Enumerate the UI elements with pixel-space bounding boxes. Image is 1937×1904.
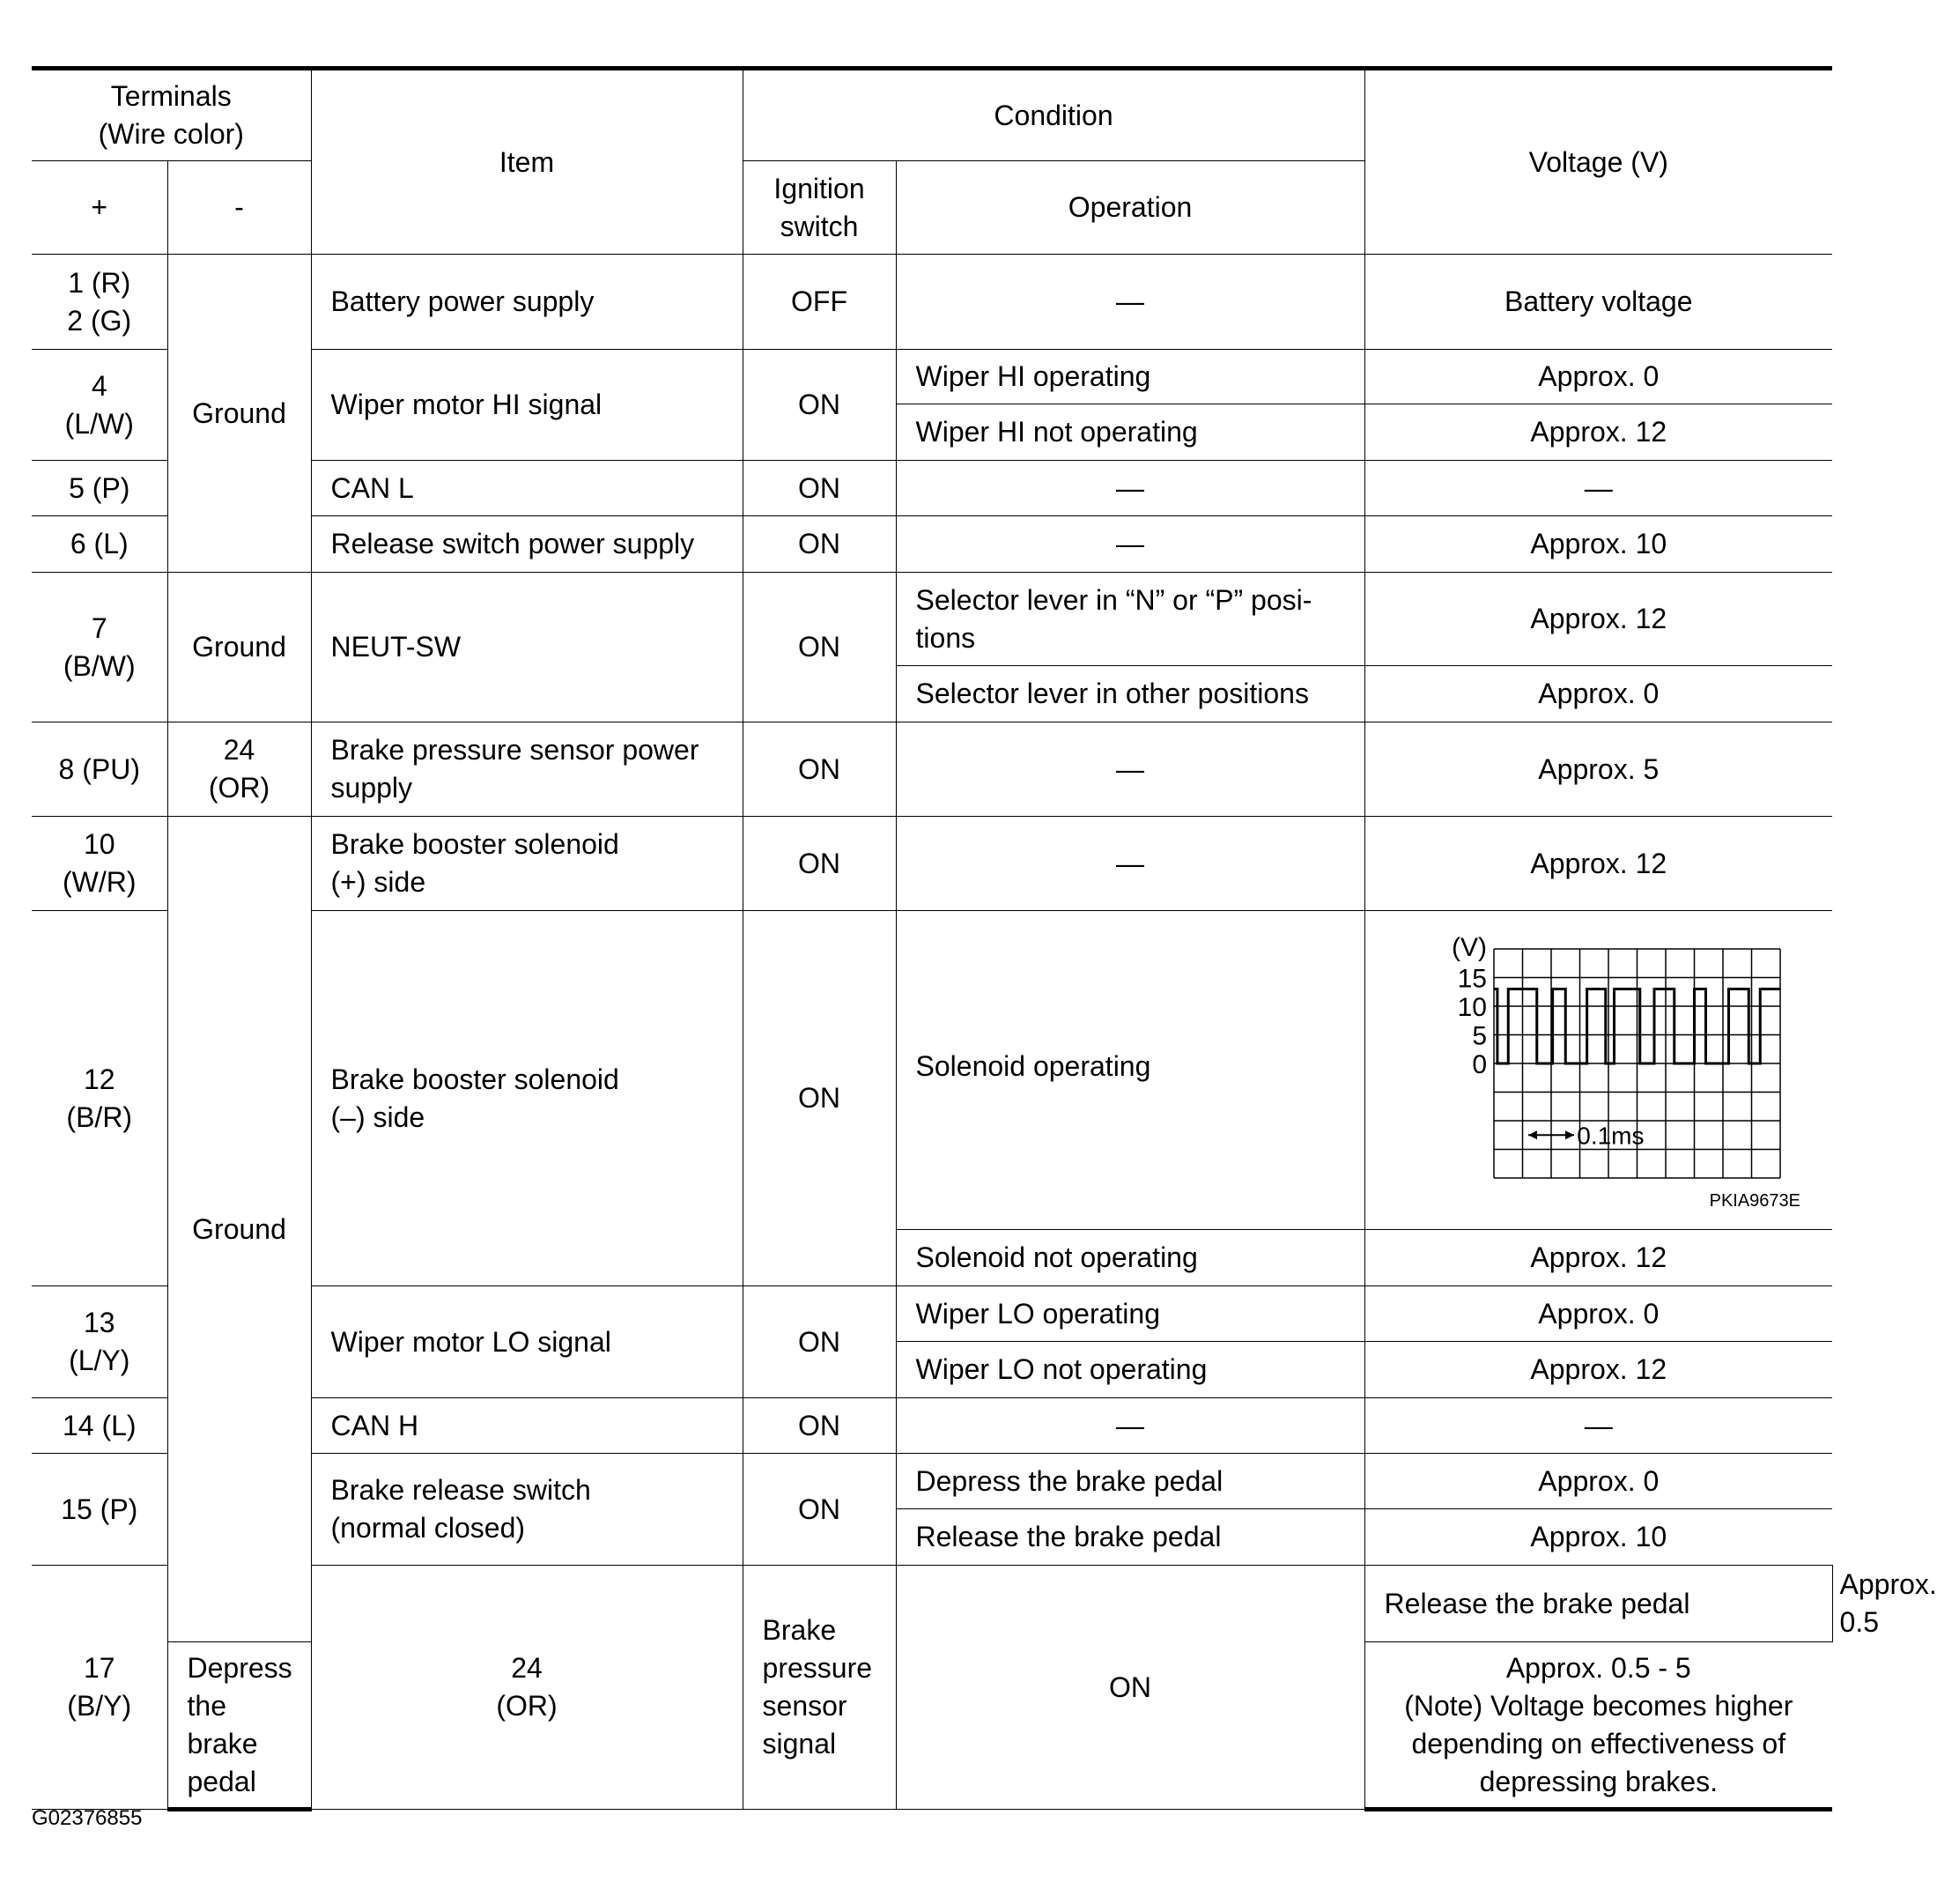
item-cell: Wiper motor HI signal <box>311 350 743 461</box>
voltage-cell: Battery voltage <box>1364 255 1832 350</box>
operation-cell: — <box>896 1398 1364 1454</box>
item-cell: Battery power supply <box>311 255 743 350</box>
terminal-cell: 14 (L) <box>32 1398 167 1454</box>
terminal-cell: 5 (P) <box>32 461 167 516</box>
ignition-cell: ON <box>743 1286 896 1398</box>
ground-cell: Ground <box>167 817 311 1642</box>
waveform-cell <box>1364 911 1832 1230</box>
ignition-cell: ON <box>743 516 896 573</box>
item-cell: Brake pressure sensor signal <box>743 1566 896 1810</box>
voltage-cell: Approx. 5 <box>1364 722 1832 817</box>
voltage-cell: Approx. 10 <box>1364 1509 1832 1566</box>
operation-cell: Solenoid not operating <box>896 1230 1364 1286</box>
voltage-cell: Approx. 12 <box>1364 817 1832 911</box>
terminal-cell: 6 (L) <box>32 516 167 573</box>
y-tick-label: 15 <box>1457 964 1487 994</box>
ignition-cell: ON <box>743 722 896 817</box>
ignition-cell: ON <box>743 461 896 516</box>
y-tick-label: 5 <box>1471 1021 1487 1051</box>
operation-cell: Solenoid operating <box>896 911 1364 1230</box>
voltage-cell: Approx. 10 <box>1364 516 1832 573</box>
operation-cell: Wiper HI not operating <box>896 404 1364 461</box>
voltage-cell: — <box>1364 461 1832 516</box>
ground-cell: Ground <box>167 573 311 722</box>
operation-cell: Depress the brake pedal <box>896 1454 1364 1509</box>
operation-cell: Wiper HI operating <box>896 350 1364 404</box>
terminal-cell: 1 (R) 2 (G) <box>32 255 167 350</box>
terminal-cell: 8 (PU) <box>32 722 167 817</box>
minus-terminal-cell: 24 (OR) <box>311 1566 743 1810</box>
voltage-cell: Approx. 0 <box>1364 666 1832 722</box>
terminal-cell: 17 (B/Y) <box>32 1566 167 1810</box>
ignition-cell: ON <box>743 1398 896 1454</box>
terminal-cell: 12 (B/R) <box>32 911 167 1286</box>
item-cell: CAN L <box>311 461 743 516</box>
operation-cell: — <box>896 817 1364 911</box>
voltage-note-cell: Approx. 0.5 - 5 (Note) Voltage becomes higher depending on effectiveness of depressing brakes. <box>1364 1642 1832 1810</box>
voltage-header: Voltage (V) <box>1364 69 1832 255</box>
terminal-cell: 15 (P) <box>32 1454 167 1566</box>
operation-cell: Selector lever in “N” or “P” posi- tions <box>896 573 1364 666</box>
terminal-voltage-table: Terminals (Wire color) Item Condition Voltage (V) + - Ignition switch Operation 1 (R) 2 (G) Ground Battery power supply OFF — Battery voltage 4 (L/W) Wiper motor HI signal ON Wiper HI operating Approx. 0 Wiper HI not operating Approx. 12 5 (P) CAN L ON — — 6 (L) Release switch power supply ON — Approx. 10 7 (B/W) Ground NEUT-SW ON Selector lever in “N” or “P” posi- tions Approx. 12 Selector lever in other positions Approx. 0 8 (PU) 24 (OR) Brake pressure sensor power supply ON — Approx. 5 10 (W/R) Ground Brake booster solenoid (+) side ON — Approx. 12 12 (B/R) Brake booster solenoid (–) side ON Solenoid operating (V) 15 10 5 0 0.1ms PKIA9673E Solenoid not operating Approx. 12 13 (L/Y) Wiper motor LO signal ON Wiper LO operating Approx. 0 Wiper LO not operating Approx. 12 14 (L) CAN H ON — — 15 (P) Brake release switch (normal closed) ON Depress the brake pedal Approx. 0 Release the brake pedal Approx. 10 17 (B/Y) 24 (OR) Brake pressure sensor signal ON Release the brake pedal Approx. 0.5 Depress the brake pedal Approx. 0.5 - 5 (Note) Voltage becomes higher depending on effectiveness of depressing brakes. <box>32 66 1832 1811</box>
operation-cell: Release the brake pedal <box>1364 1566 1832 1642</box>
y-axis-label: (V) <box>1451 933 1487 962</box>
plus-header: + <box>32 161 167 255</box>
voltage-cell: — <box>1364 1398 1832 1454</box>
minus-terminal-cell: 24 (OR) <box>167 722 311 817</box>
voltage-cell: Approx. 0 <box>1364 350 1832 404</box>
operation-cell: Wiper LO operating <box>896 1286 1364 1342</box>
item-cell: Brake pressure sensor power supply <box>311 722 743 817</box>
voltage-cell: Approx. 0 <box>1364 1454 1832 1509</box>
item-cell: NEUT-SW <box>311 573 743 722</box>
operation-cell: — <box>896 722 1364 817</box>
ignition-cell: ON <box>743 350 896 461</box>
item-cell: Release switch power supply <box>311 516 743 573</box>
operation-cell: Wiper LO not operating <box>896 1342 1364 1398</box>
time-scale-label: 0.1ms <box>1576 1122 1645 1150</box>
item-cell: Brake booster solenoid (–) side <box>311 911 743 1286</box>
item-cell: CAN H <box>311 1398 743 1454</box>
terminals-header: Terminals (Wire color) <box>32 69 311 161</box>
arrow-head-left <box>1528 1130 1537 1139</box>
ignition-cell: ON <box>743 573 896 722</box>
condition-header: Condition <box>743 69 1364 161</box>
operation-header: Operation <box>896 161 1364 255</box>
voltage-cell: Approx. 0 <box>1364 1286 1832 1342</box>
ignition-cell: OFF <box>743 255 896 350</box>
y-tick-label: 10 <box>1457 993 1487 1022</box>
ground-cell: Ground <box>167 255 311 573</box>
terminal-cell: 10 (W/R) <box>32 817 167 911</box>
ignition-cell: ON <box>743 817 896 911</box>
item-cell: Brake release switch (normal closed) <box>311 1454 743 1566</box>
ignition-cell: ON <box>896 1566 1364 1810</box>
waveform-chart <box>1441 933 1776 1187</box>
operation-cell: — <box>896 255 1364 350</box>
operation-cell: Selector lever in other positions <box>896 666 1364 722</box>
voltage-cell: Approx. 12 <box>1364 404 1832 461</box>
operation-cell: Release the brake pedal <box>896 1509 1364 1566</box>
operation-cell: Depress the brake pedal <box>167 1642 311 1810</box>
y-tick-label: 0 <box>1471 1050 1487 1079</box>
minus-header: - <box>167 161 311 255</box>
terminal-cell: 13 (L/Y) <box>32 1286 167 1398</box>
item-cell: Wiper motor LO signal <box>311 1286 743 1398</box>
ignition-cell: ON <box>743 911 896 1286</box>
item-cell: Brake booster solenoid (+) side <box>311 817 743 911</box>
voltage-cell: Approx. 12 <box>1364 1342 1832 1398</box>
voltage-cell: Approx. 12 <box>1364 1230 1832 1286</box>
terminal-cell: 7 (B/W) <box>32 573 167 722</box>
ignition-cell: ON <box>743 1454 896 1566</box>
terminal-cell: 4 (L/W) <box>32 350 167 461</box>
document-code: G02376855 <box>32 1806 143 1830</box>
operation-cell: — <box>896 516 1364 573</box>
ignition-header: Ignition switch <box>743 161 896 255</box>
operation-cell: — <box>896 461 1364 516</box>
voltage-cell: Approx. 12 <box>1364 573 1832 666</box>
arrow-head-right <box>1565 1130 1574 1139</box>
figure-code: PKIA9673E <box>1709 1191 1801 1211</box>
item-header: Item <box>311 69 743 255</box>
